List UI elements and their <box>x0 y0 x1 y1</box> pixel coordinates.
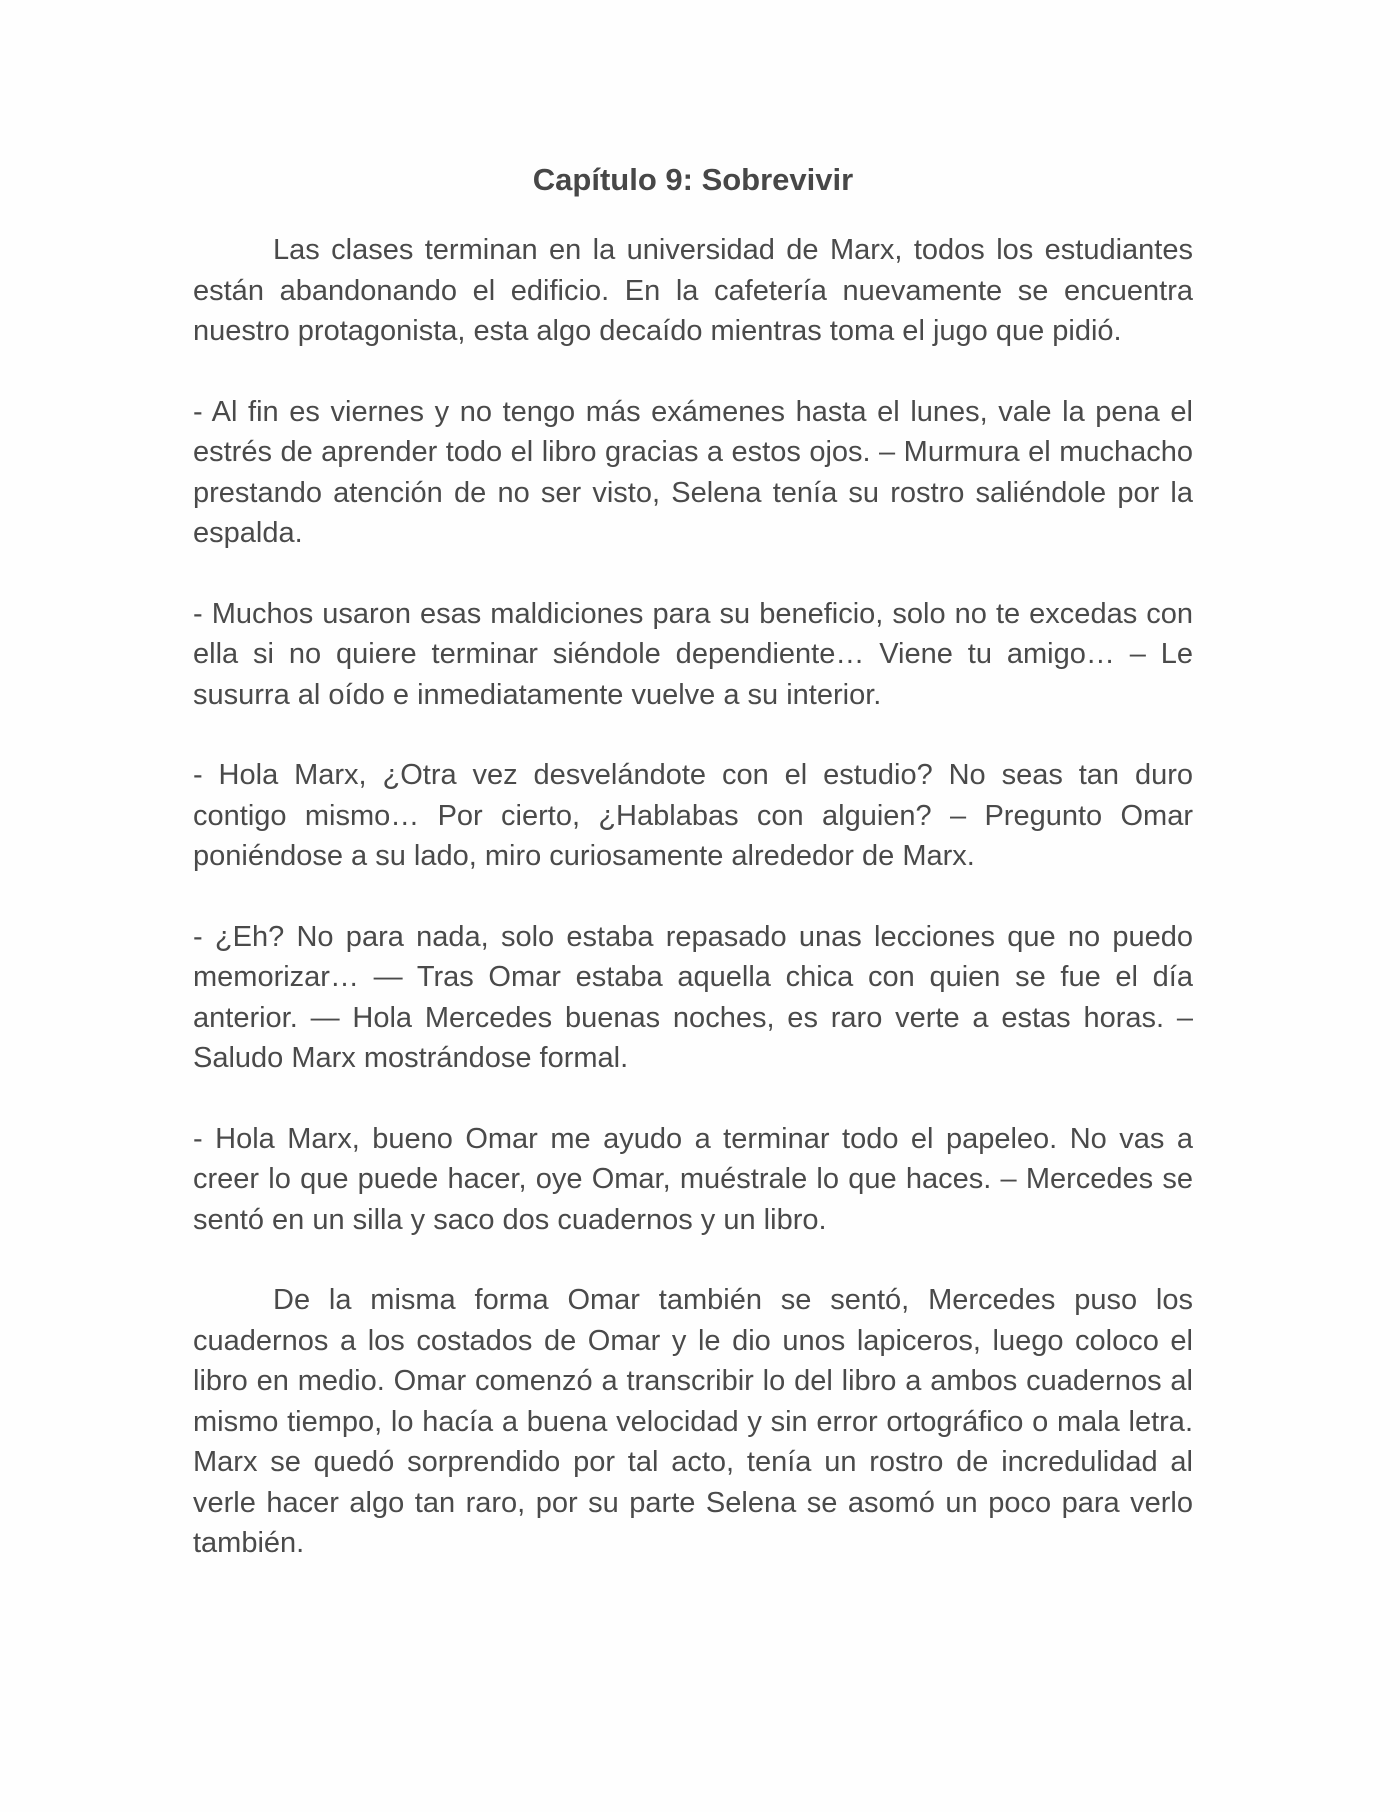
paragraph-4: - Hola Marx, ¿Otra vez desvelándote con el estudio? No seas tan duro contigo mismo… Por cierto, ¿Hablabas con alguien? – Pregunto Omar poniéndose a su lado, miro curiosamente alrededor de Marx. <box>193 759 1193 872</box>
paragraph-2: - Al fin es viernes y no tengo más exámenes hasta el lunes, vale la pena el estrés de aprender todo el libro gracias a estos ojos. – Murmura el muchacho prestando atención de no ser visto, Selena tenía su rostro saliéndole por la espalda. <box>193 395 1193 549</box>
chapter-title: Capítulo 9: Sobrevivir <box>532 162 854 197</box>
paragraph-1: Las clases terminan en la universidad de Marx, todos los estudiantes están abandonando el edificio. En la cafetería nuevamente se encuentra nuestro protagonista, esta algo decaído mientras toma el jugo que pidió. <box>193 234 1193 347</box>
paragraph-5: - ¿Eh? No para nada, solo estaba repasado unas lecciones que no puedo memorizar… — Tras Omar estaba aquella chica con quien se fue el día anterior. — Hola Mercedes buenas noches, es raro verte a estas horas. – Saludo Marx mostrándose formal. <box>193 920 1193 1074</box>
paragraph-7: De la misma forma Omar también se sentó, Mercedes puso los cuadernos a los costados de Omar y le dio unos lapiceros, luego coloco el libro en medio. Omar comenzó a transcribir lo del libro a ambos cuadernos al mismo tiempo, lo hacía a buena velocidad y sin error ortográfico o mala letra. Marx se quedó sorprendido por tal acto, tenía un rostro de incredulidad al verle hacer algo tan raro, por su parte Selena se asomó un poco para verlo también. <box>193 1284 1193 1559</box>
document-body <box>193 158 1193 1564</box>
paragraph-3: - Muchos usaron esas maldiciones para su beneficio, solo no te excedas con ella si no quiere terminar siéndole dependiente… Viene tu amigo… – Le susurra al oído e inmediatamente vuelve a su interior. <box>193 597 1193 711</box>
paragraph-6: - Hola Marx, bueno Omar me ayudo a terminar todo el papeleo. No vas a creer lo que puede hacer, oye Omar, muéstrale lo que haces. – Mercedes se sentó en un silla y saco dos cuadernos y un libro. <box>193 1122 1193 1236</box>
